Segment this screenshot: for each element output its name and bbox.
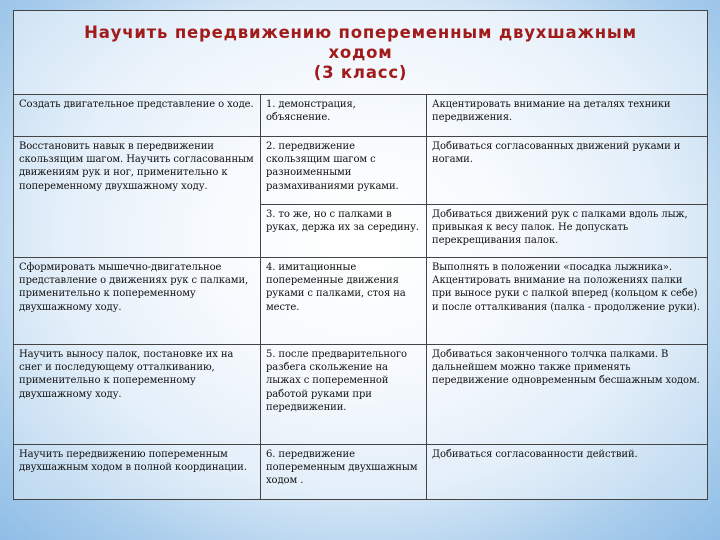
task-cell: Сформировать мышечно-двигательное представление о движениях рук с палками, применительно к попеременному двухшажному ходу. [14, 258, 261, 345]
method-cell: 6. передвижение попеременным двухшажным ходом . [261, 445, 427, 500]
table-row [14, 345, 708, 445]
title-row [14, 11, 708, 95]
lesson-plan-table [13, 10, 708, 500]
note-cell: Добиваться законченного толчка палками. В дальнейшем можно также применять передвижение одновременным бесшажным ходом. [427, 345, 708, 445]
table-row [14, 258, 708, 345]
task-cell: Научить передвижению попеременным двухшажным ходом в полной координации. [14, 445, 261, 500]
table-row [14, 137, 708, 205]
task-cell: Восстановить навык в передвижении скользящим шагом. Научить согласованным движениям рук и ног, применительно к попеременному двухшажному ходу. [14, 137, 261, 258]
method-cell: 4. имитационные попеременные движения руками с палками, стоя на месте. [261, 258, 427, 345]
note-cell: Добиваться согласованности действий. [427, 445, 708, 500]
title-line-1: Научить передвижению попеременным двухшажным [84, 23, 637, 42]
table-row [14, 445, 708, 500]
method-cell: 5. после предварительного разбега скольжение на лыжах с попеременной работой руками при передвижении. [261, 345, 427, 445]
method-cell: 1. демонстрация, объяснение. [261, 95, 427, 137]
note-cell: Выполнять в положении «посадка лыжника». Акцентировать внимание на положениях палки при выносе руки с палкой вперед (кольцом к себе) и после отталкивания (палка - продолжение руки). [427, 258, 708, 345]
note-cell: Добиваться движений рук с палками вдоль лыж, привыкая к весу палок. Не допускать перекрещивания палок. [427, 205, 708, 258]
method-cell: 3. то же, но с палками в руках, держа их за середину. [261, 205, 427, 258]
task-cell: Научить выносу палок, постановке их на снег и последующему отталкиванию, применительно к попеременному двухшажному ходу. [14, 345, 261, 445]
document-page [13, 10, 707, 500]
title-line-2: ходом [328, 43, 393, 62]
note-cell: Акцентировать внимание на деталях техники передвижения. [427, 95, 708, 137]
note-cell: Добиваться согласованных движений руками и ногами. [427, 137, 708, 205]
page-title [14, 11, 708, 95]
method-cell: 2. передвижение скользящим шагом с разноименными размахиваниями руками. [261, 137, 427, 205]
task-cell: Создать двигательное представление о ходе. [14, 95, 261, 137]
title-line-3: (3 класс) [313, 63, 408, 82]
table-row [14, 95, 708, 137]
